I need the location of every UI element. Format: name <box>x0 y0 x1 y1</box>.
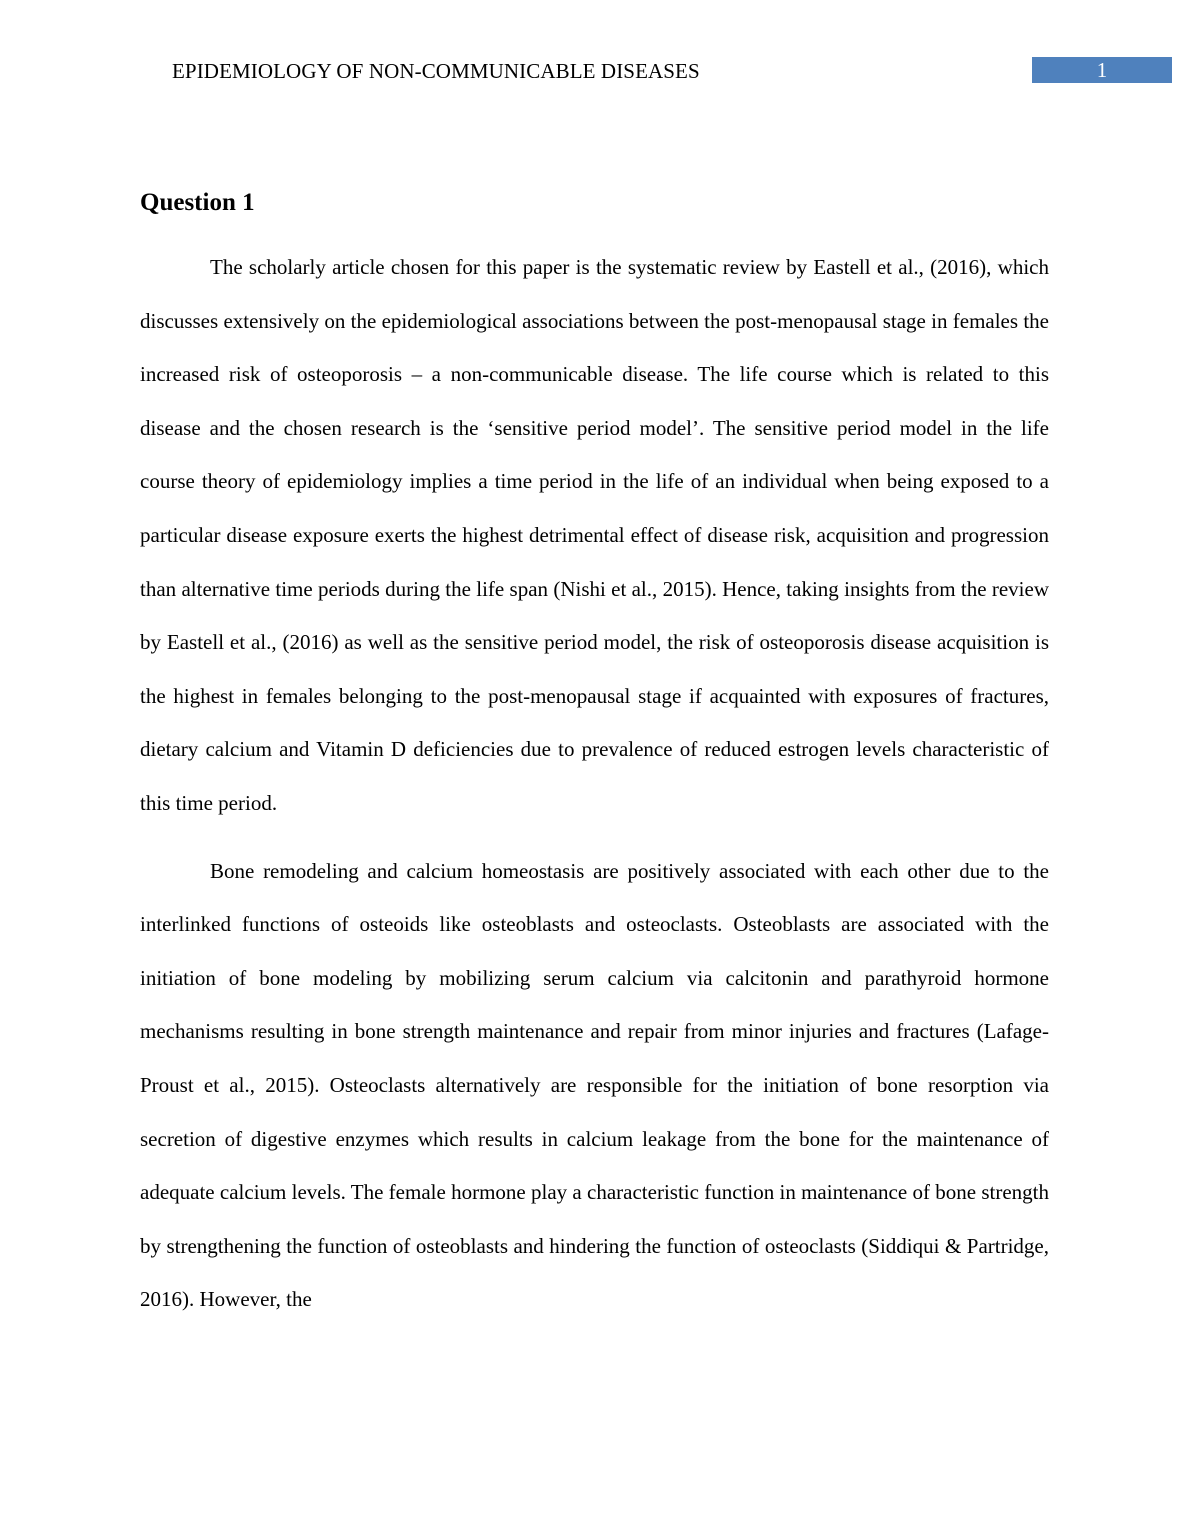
page-number-box <box>1032 57 1172 83</box>
section-heading: Question 1 <box>140 189 255 216</box>
paragraph: The scholarly article chosen for this paper is the systematic review by Eastell et al., (2016), which discusses extensively on the epidemiological associations between the post-menopausal stage in females the increased risk of osteoporosis – a non-communicable disease. The life course which is related to this disease and the chosen research is the ‘sensitive period model’. The sensitive period model in the life course theory of epidemiology implies a time period in the life of an individual when being exposed to a particular disease exposure exerts the highest detrimental effect of disease risk, acquisition and progression than alternative time periods during the life span (Nishi et al., 2015). Hence, taking insights from the review by Eastell et al., (2016) as well as the sensitive period model, the risk of osteoporosis disease acquisition is the highest in females belonging to the post-menopausal stage if acquainted with exposures of fractures, dietary calcium and Vitamin D deficiencies due to prevalence of reduced estrogen levels characteristic of this time period. <box>140 255 1049 815</box>
running-head: EPIDEMIOLOGY OF NON-COMMUNICABLE DISEASES <box>172 59 700 83</box>
document-body <box>140 185 1049 1341</box>
page-number: 1 <box>1096 58 1108 82</box>
paragraph: Bone remodeling and calcium homeostasis are positively associated with each other due to the interlinked functions of osteoids like osteoblasts and osteoclasts. Osteoblasts are associated with the initiation of bone modeling by mobilizing serum calcium via calcitonin and parathyroid hormone mechanisms resulting in bone strength maintenance and repair from minor injuries and fractures (Lafage-Proust et al., 2015). Osteoclasts alternatively are responsible for the initiation of bone resorption via secretion of digestive enzymes which results in calcium leakage from the bone for the maintenance of adequate calcium levels. The female hormone play a characteristic function in maintenance of bone strength by strengthening the function of osteoblasts and hindering the function of osteoclasts (Siddiqui & Partridge, 2016). However, the <box>140 858 1049 1312</box>
